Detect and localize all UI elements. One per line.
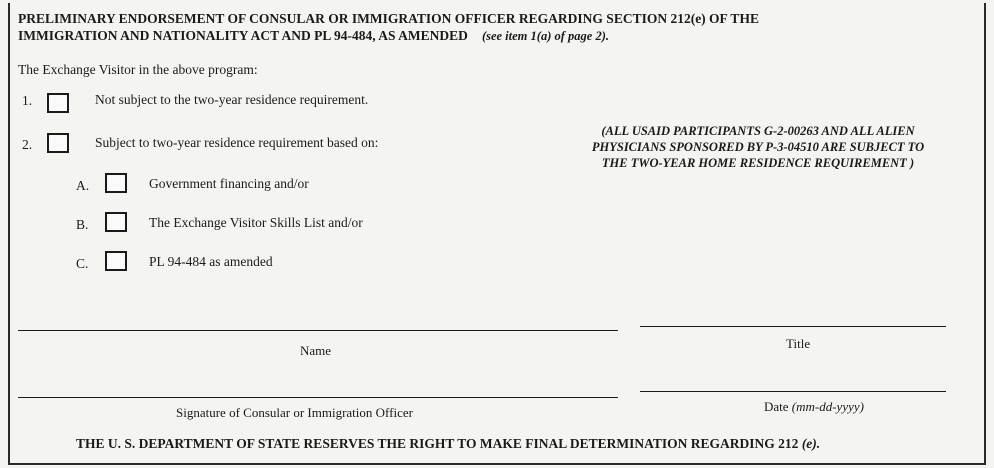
signature-line[interactable] [18,397,618,398]
date-format: (mm-dd-yyyy) [791,399,864,414]
header-line-2-text: IMMIGRATION AND NATIONALITY ACT AND PL 94-484, AS AMENDED [18,28,468,43]
option-2-checkbox[interactable] [47,133,69,153]
sub-option-b-label: The Exchange Visitor Skills List and/or [149,215,363,230]
sub-option-b-letter: B. [76,217,89,232]
sub-option-c-label: PL 94-484 as amended [149,254,273,269]
sub-option-a-label: Government financing and/or [149,176,309,191]
subject-note [548,123,968,171]
intro-text: The Exchange Visitor in the above program: [18,62,258,77]
footer-text: THE U. S. DEPARTMENT OF STATE RESERVES THE RIGHT TO MAKE FINAL DETERMINATION REGARDING 212 [76,436,799,451]
date-label-text: Date [764,399,789,414]
date-line[interactable] [640,391,946,392]
header-note: (see item 1(a) of page 2). [481,29,609,43]
subject-note-line-1: (ALL USAID PARTICIPANTS G-2-00263 AND ALL ALIEN [601,124,915,138]
option-1-number: 1. [22,93,33,108]
footer-suffix: (e). [801,436,821,451]
title-line[interactable] [640,326,946,327]
footer-statement [76,436,820,452]
subject-note-line-2: PHYSICIANS SPONSORED BY P-3-04510 ARE SUBJECT TO [591,140,925,154]
sub-option-a-checkbox[interactable] [105,173,127,193]
option-2-label: Subject to two-year residence requirement based on: [95,135,379,150]
header-line-2 [18,27,958,45]
option-1-checkbox[interactable] [47,93,69,113]
name-line[interactable] [18,330,618,331]
date-label [764,399,864,415]
sub-option-a-letter: A. [76,178,90,193]
subject-note-line-3: THE TWO-YEAR HOME RESIDENCE REQUIREMENT ) [601,156,915,170]
option-2-number: 2. [22,137,33,152]
sub-option-b-checkbox[interactable] [105,212,127,232]
sub-option-c-letter: C. [76,256,89,271]
section-header [18,10,958,45]
option-1-label: Not subject to the two-year residence requirement. [95,92,369,107]
signature-label: Signature of Consular or Immigration Officer [176,405,413,420]
title-label: Title [786,336,811,351]
name-label: Name [300,343,332,358]
sub-option-c-checkbox[interactable] [105,251,127,271]
header-line-1: PRELIMINARY ENDORSEMENT OF CONSULAR OR IMMIGRATION OFFICER REGARDING SECTION 212(e) OF THE [18,11,759,26]
